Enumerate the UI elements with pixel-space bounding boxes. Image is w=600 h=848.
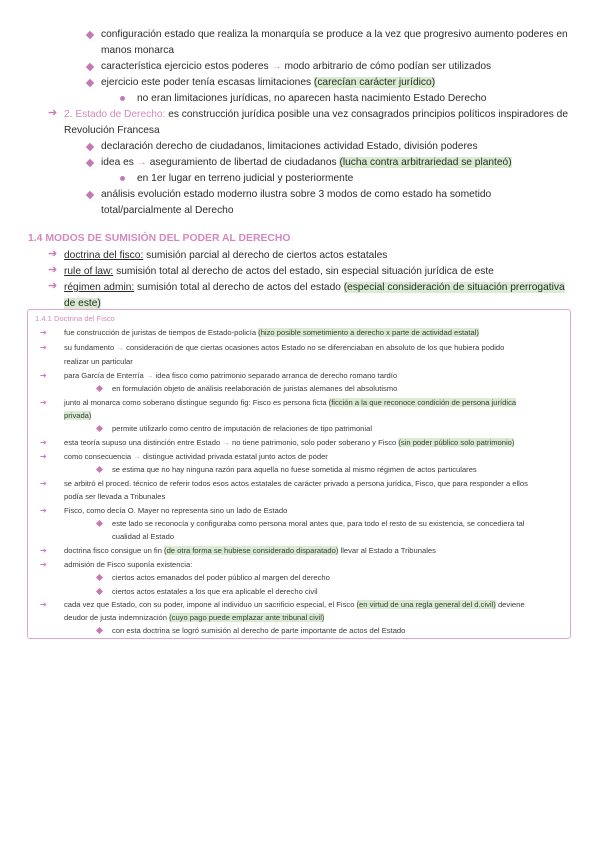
highlighted-text: de este) — [64, 298, 101, 309]
text-line: admisión de Fisco suponía existencia: — [64, 560, 193, 569]
text-span: deudor de justa indemnización — [64, 613, 170, 622]
highlighted-text: (sin poder público solo patrimonio) — [398, 438, 515, 447]
text-span: como consecuencia — [64, 452, 134, 461]
arrow-bullet-icon: ➔ — [40, 343, 47, 352]
box-title: 1.4.1 Doctrina del Fisco — [35, 314, 115, 323]
arrow-icon: → — [145, 371, 154, 380]
text-line: permite utilizarlo como centro de imputación de relaciones de tipo patrimonial — [112, 424, 373, 433]
text-span: es construcción jurídica posible una vez consagrados principios políticos inspiradores de — [165, 109, 569, 120]
diamond-bullet-icon — [86, 31, 94, 39]
highlighted-text: (en virtud de una regla general del d.civil) — [356, 600, 496, 609]
arrow-icon: → — [222, 438, 230, 447]
text-span: su fundamento — [64, 343, 117, 352]
diamond-bullet-icon — [86, 159, 94, 167]
diamond-bullet-icon — [86, 143, 94, 151]
text-line — [64, 612, 324, 623]
text-line — [64, 108, 568, 121]
text-line: este lado se reconocía y configuraba como persona moral antes que, para todo el resto de su existencia, se concediera tal — [112, 519, 525, 528]
text-line: en 1er lugar en terreno judicial y posteriormente — [137, 173, 354, 184]
arrow-bullet-icon: ➔ — [40, 479, 47, 488]
text-span: llevar al Estado a Tribunales — [338, 546, 436, 555]
text-line — [64, 249, 387, 262]
text-line: análisis evolución estado moderno ilustra sobre 3 modos de como estado ha sometido — [101, 189, 492, 200]
arrow-icon: → — [136, 157, 147, 168]
text-line: no eran limitaciones jurídicas, no aparecen hasta nacimiento Estado Derecho — [137, 93, 487, 104]
arrow-bullet-icon: ➔ — [40, 452, 47, 461]
arrow-bullet-icon: ➔ — [40, 438, 47, 447]
text-line: se arbitró el proced. técnico de referir todos esos actos estatales de carácter privado a persona jurídica, Fisco, que para responder a ellos — [64, 479, 528, 488]
arrow-bullet-icon: ➔ — [40, 398, 47, 407]
text-line: en formulación objeto de análisis reelaboración de juristas alemanes del absolutismo — [112, 384, 398, 393]
text-line: se estima que no hay ninguna razón para aquella no fuese sometida al mismo régimen de actos particulares — [112, 465, 477, 474]
text-line: declaración derecho de ciudadanos, limitaciones actividad Estado, división poderes — [101, 141, 478, 152]
text-span: característica ejercicio estos poderes — [101, 61, 272, 72]
diamond-bullet-icon — [86, 79, 94, 87]
text-line — [64, 437, 514, 448]
text-line: podía ser llevada a Tribunales — [64, 492, 166, 501]
text-span: cada vez que Estado, con su poder, impone al individuo un sacrificio especial, el Fisco — [64, 600, 357, 609]
text-line — [101, 76, 435, 89]
arrow-icon: → — [133, 452, 141, 461]
text-line — [64, 265, 494, 278]
diamond-bullet-icon — [86, 63, 94, 71]
text-line — [64, 397, 516, 408]
text-line — [64, 545, 436, 556]
highlighted-text: (carecían carácter jurídico) — [313, 77, 436, 88]
text-span: fue construcción de juristas de tiempos de Estado-policía — [64, 328, 259, 337]
text-span: para García de Enterría — [64, 371, 146, 380]
text-span: idea es — [101, 157, 137, 168]
highlighted-text: (especial consideración de situación prerrogativa — [343, 282, 565, 293]
text-line: realizar un particular — [64, 357, 133, 366]
text-line — [64, 281, 565, 294]
term: régimen admin: — [64, 282, 135, 293]
highlighted-text: (lucha contra arbitrariedad se planteó) — [339, 157, 512, 168]
highlighted-text: (ficción a la que reconoce condición de persona jurídica — [328, 398, 517, 407]
text-line — [64, 327, 479, 338]
text-line: total/parcialmente al Derecho — [101, 205, 234, 216]
text-line — [101, 156, 512, 169]
term: rule of law: — [64, 266, 114, 277]
text-span: modo arbitrario de cómo podían ser utilizados — [281, 61, 492, 72]
dot-bullet-icon — [120, 96, 125, 101]
text-line: cualidad al Estado — [112, 532, 175, 541]
diamond-bullet-icon — [86, 191, 94, 199]
text-span: ejercicio este poder tenía escasas limitaciones — [101, 77, 314, 88]
text-span: idea fisco como patrimonio separado arranca de derecho romano tardío — [153, 371, 398, 380]
arrow-bullet-icon: ➔ — [48, 248, 58, 260]
text-span: doctrina fisco consigue un fin — [64, 546, 165, 555]
text-line — [64, 342, 504, 353]
text-span: consideración de que ciertas ocasiones actos Estado no se diferenciaban en absoluto de los que hubiera podido — [123, 343, 505, 352]
arrow-icon: → — [116, 343, 124, 352]
text-span: distingue actividad privada estatal junto actos de poder — [140, 452, 328, 461]
text-span: sumisión total al derecho de actos del estado, sin especial situación jurídica de este — [113, 266, 494, 277]
text-span: deviene — [495, 600, 525, 609]
text-span: sumisión parcial al derecho de ciertos actos estatales — [143, 250, 388, 261]
text-line: configuración estado que realiza la monarquía se produce a la vez que progresivo aumento poderes en — [101, 29, 568, 40]
text-line: ciertos actos emanados del poder público al margen del derecho — [112, 573, 330, 582]
arrow-bullet-icon: ➔ — [40, 600, 47, 609]
text-span: no tiene patrimonio, solo poder soberano y Fisco — [229, 438, 399, 447]
arrow-bullet-icon: ➔ — [40, 328, 47, 337]
text-line: manos monarca — [101, 45, 175, 56]
text-line — [64, 370, 397, 381]
highlighted-text: privada) — [64, 411, 92, 420]
arrow-bullet-icon: ➔ — [40, 371, 47, 380]
text-line — [64, 599, 525, 610]
arrow-bullet-icon: ➔ — [40, 546, 47, 555]
text-line — [64, 410, 91, 421]
arrow-bullet-icon: ➔ — [40, 560, 47, 569]
text-span: sumisión total al derecho de actos del estado — [134, 282, 344, 293]
text-line: Fisco, como decía O. Mayer no representa sino un lado de Estado — [64, 506, 288, 515]
dot-bullet-icon — [120, 176, 125, 181]
text-span: esta teoría supuso una distinción entre Estado — [64, 438, 223, 447]
text-span: junto al monarca como soberano distingue segundo fig: Fisco es persona ficta — [64, 398, 329, 407]
text-line — [64, 451, 328, 462]
highlighted-text: (de otra forma se hubiese considerado disparatado) — [164, 546, 339, 555]
highlighted-text: (hizo posible sometimiento a derecho x parte de actividad estatal) — [258, 328, 479, 337]
arrow-bullet-icon: ➔ — [48, 280, 58, 292]
arrow-icon: → — [271, 61, 282, 72]
text-line: ciertos actos estatales a los que era aplicable el derecho civil — [112, 587, 318, 596]
arrow-bullet-icon: ➔ — [48, 264, 58, 276]
highlighted-text: (cuyo pago puede emplazar ante tribunal civil) — [169, 613, 325, 622]
text-line: Revolución Francesa — [64, 125, 160, 136]
text-line: con esta doctrina se logró sumisión al derecho de parte importante de actos del Estado — [112, 626, 406, 635]
text-span: aseguramiento de libertad de ciudadanos — [146, 157, 340, 168]
text-line — [101, 60, 491, 73]
term: doctrina del fisco: — [64, 250, 144, 261]
section-heading: 1.4 MODOS DE SUMISIÓN DEL PODER AL DERECHO — [28, 233, 291, 244]
arrow-bullet-icon: ➔ — [40, 506, 47, 515]
arrow-bullet-icon: ➔ — [48, 107, 58, 119]
section-label: 2. Estado de Derecho: — [64, 109, 166, 120]
